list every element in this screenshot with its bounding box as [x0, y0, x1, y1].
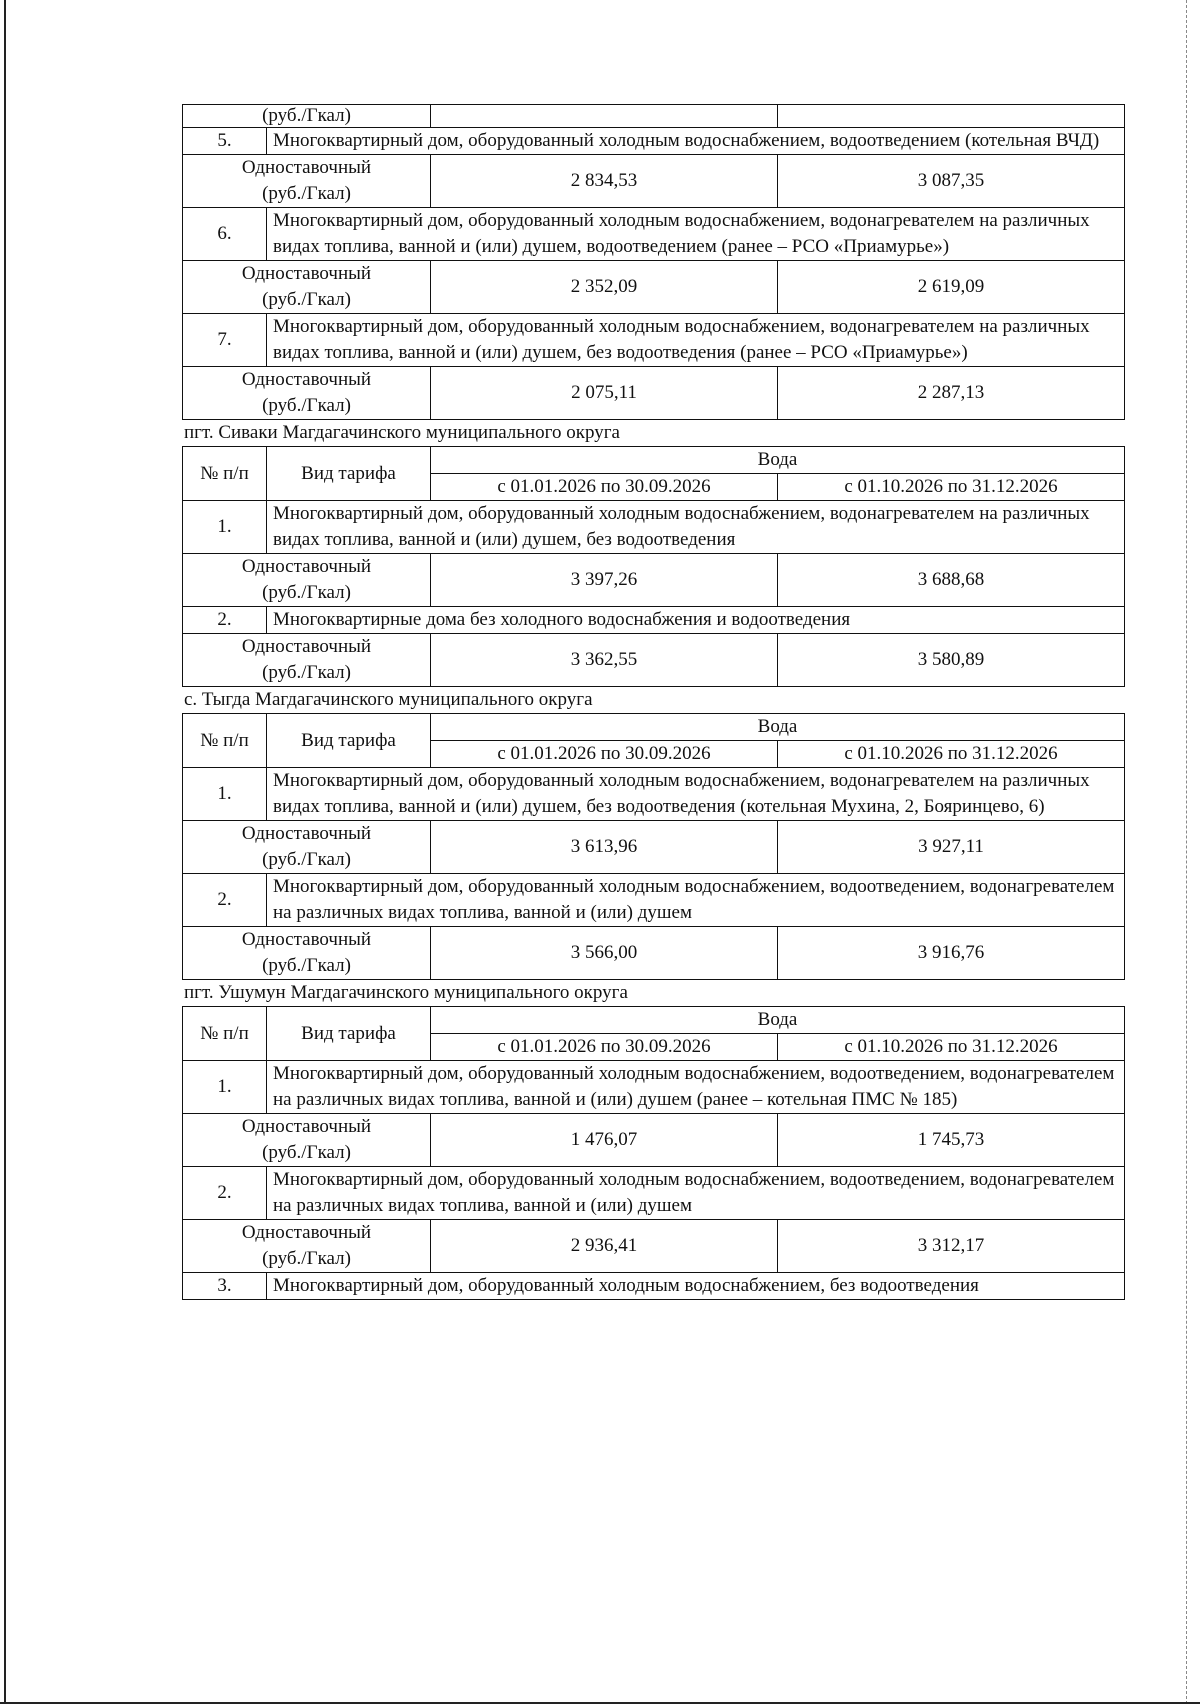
row-description: Многоквартирный дом, оборудованный холодным водоснабжением, водоотведением, водонагревателем на различных видах топлива, ванной и (или) душем (ранее – котельная ПМС № 185) [267, 1061, 1125, 1114]
rate-type-cell [183, 1220, 431, 1273]
row-number: 1. [183, 1061, 267, 1114]
table-row [183, 367, 1125, 420]
row-description: Многоквартирный дом, оборудованный холодным водоснабжением, водоотведением, водонагревателем на различных видах топлива, ванной и (или) душем [267, 874, 1125, 927]
rate-type: Одноставочный [241, 157, 372, 178]
header-row [183, 1007, 1125, 1034]
header-period1: с 01.01.2026 по 30.09.2026 [431, 474, 778, 501]
table-row [183, 1220, 1125, 1273]
table-row [183, 821, 1125, 874]
row-description: Многоквартирный дом, оборудованный холодным водоснабжением, водоотведением, водонагревателем на различных видах топлива, ванной и (или) душем [267, 1167, 1125, 1220]
row-number: 2. [183, 874, 267, 927]
table-row [183, 1167, 1125, 1220]
rate-type-cell [183, 367, 431, 420]
section-title: пгт. Сиваки Магдагачинского муниципального округа [184, 422, 620, 443]
table-row [183, 1114, 1125, 1167]
rate-unit: (руб./Гкал) [262, 955, 351, 976]
header-period2: с 01.10.2026 по 31.12.2026 [778, 474, 1125, 501]
table-row [183, 261, 1125, 314]
rate-type-cell [183, 554, 431, 607]
value-period1: 2 075,11 [431, 367, 778, 420]
table-row [183, 554, 1125, 607]
table-row [183, 607, 1125, 634]
value-period2: 1 745,73 [778, 1114, 1125, 1167]
rate-type: Одноставочный [241, 636, 372, 657]
value-period2: 3 087,35 [778, 155, 1125, 208]
header-type: Вид тарифа [267, 447, 431, 501]
row-number: 6. [183, 208, 267, 261]
table-row [183, 927, 1125, 980]
rate-unit: (руб./Гкал) [262, 662, 351, 683]
rate-type-cell [183, 155, 431, 208]
row-description: Многоквартирный дом, оборудованный холодным водоснабжением, без водоотведения [267, 1273, 1125, 1300]
value-period1: 1 476,07 [431, 1114, 778, 1167]
value-period2: 3 927,11 [778, 821, 1125, 874]
value-period2: 3 580,89 [778, 634, 1125, 687]
tariff-table-ushumun [182, 1006, 1125, 1300]
scan-border-right [1186, 0, 1188, 1704]
rate-unit: (руб./Гкал) [262, 1248, 351, 1269]
tariff-table-continued [182, 104, 1125, 420]
value-period1: 3 397,26 [431, 554, 778, 607]
row-description: Многоквартирный дом, оборудованный холодным водоснабжением, водонагревателем на различных видах топлива, ванной и (или) душем, без водоотведения (котельная Мухина, 2, Бояринцево, 6) [267, 768, 1125, 821]
table-row [183, 1061, 1125, 1114]
rate-type-cell [183, 634, 431, 687]
rate-type: Одноставочный [241, 263, 372, 284]
rate-unit: (руб./Гкал) [262, 582, 351, 603]
header-group: Вода [431, 714, 1125, 741]
table-row [183, 768, 1125, 821]
rate-unit: (руб./Гкал) [262, 395, 351, 416]
header-group: Вода [431, 1007, 1125, 1034]
row-description: Многоквартирный дом, оборудованный холодным водоснабжением, водонагревателем на различных видах топлива, ванной и (или) душем, без водоотведения [267, 501, 1125, 554]
row-number: 2. [183, 1167, 267, 1220]
value-period1: 3 613,96 [431, 821, 778, 874]
rate-type-cell [183, 927, 431, 980]
rate-type: Одноставочный [241, 369, 372, 390]
header-row [183, 447, 1125, 474]
rate-unit: (руб./Гкал) [262, 1142, 351, 1163]
table-row [183, 105, 1125, 128]
section-title: с. Тыгда Магдагачинского муниципального округа [184, 689, 593, 710]
table-row [183, 1273, 1125, 1300]
table-row [183, 208, 1125, 261]
value-period2: 3 688,68 [778, 554, 1125, 607]
value-period2: 2 287,13 [778, 367, 1125, 420]
header-type: Вид тарифа [267, 1007, 431, 1061]
rate-unit: (руб./Гкал) [262, 289, 351, 310]
section-title: пгт. Ушумун Магдагачинского муниципального округа [184, 982, 628, 1003]
row-description: Многоквартирный дом, оборудованный холодным водоснабжением, водоотведением (котельная ВЧД) [267, 128, 1125, 155]
rate-unit: (руб./Гкал) [262, 849, 351, 870]
row-number: 1. [183, 768, 267, 821]
rate-unit: (руб./Гкал) [262, 183, 351, 204]
table-row [183, 155, 1125, 208]
rate-type: Одноставочный [241, 929, 372, 950]
table-row [183, 874, 1125, 927]
rate-type-cell [183, 1114, 431, 1167]
header-type: Вид тарифа [267, 714, 431, 768]
value-period1: 3 566,00 [431, 927, 778, 980]
row-description: Многоквартирный дом, оборудованный холодным водоснабжением, водонагревателем на различных видах топлива, ванной и (или) душем, водоотведением (ранее – РСО «Приамурье») [267, 208, 1125, 261]
header-period2: с 01.10.2026 по 31.12.2026 [778, 1034, 1125, 1061]
table-row [183, 314, 1125, 367]
row-number: 2. [183, 607, 267, 634]
tariff-table-tygda [182, 713, 1125, 980]
table-row [183, 501, 1125, 554]
header-group: Вода [431, 447, 1125, 474]
row-number: 5. [183, 128, 267, 155]
value-period2: 3 916,76 [778, 927, 1125, 980]
row-description: Многоквартирный дом, оборудованный холодным водоснабжением, водонагревателем на различных видах топлива, ванной и (или) душем, без водоотведения (ранее – РСО «Приамурье») [267, 314, 1125, 367]
row-number: 3. [183, 1273, 267, 1300]
rate-unit-cell: (руб./Гкал) [183, 105, 431, 128]
rate-type: Одноставочный [241, 1222, 372, 1243]
document-page [182, 104, 1115, 1300]
rate-type: Одноставочный [241, 1116, 372, 1137]
value-period1: 2 352,09 [431, 261, 778, 314]
header-row [183, 714, 1125, 741]
value-period1: 2 936,41 [431, 1220, 778, 1273]
header-period1: с 01.01.2026 по 30.09.2026 [431, 1034, 778, 1061]
value-period2: 3 312,17 [778, 1220, 1125, 1273]
table-row [183, 634, 1125, 687]
header-num: № п/п [183, 1007, 267, 1061]
tariff-table-sivaki [182, 446, 1125, 687]
header-num: № п/п [183, 714, 267, 768]
table-row [183, 128, 1125, 155]
value-period2: 2 619,09 [778, 261, 1125, 314]
rate-type-cell [183, 821, 431, 874]
header-period2: с 01.10.2026 по 31.12.2026 [778, 741, 1125, 768]
value-cell [778, 105, 1125, 128]
value-period1: 3 362,55 [431, 634, 778, 687]
header-period1: с 01.01.2026 по 30.09.2026 [431, 741, 778, 768]
rate-type-cell [183, 261, 431, 314]
row-description: Многоквартирные дома без холодного водоснабжения и водоотведения [267, 607, 1125, 634]
scan-border-left [4, 0, 6, 1704]
value-period1: 2 834,53 [431, 155, 778, 208]
header-num: № п/п [183, 447, 267, 501]
row-number: 7. [183, 314, 267, 367]
rate-type: Одноставочный [241, 556, 372, 577]
value-cell [431, 105, 778, 128]
rate-type: Одноставочный [241, 823, 372, 844]
row-number: 1. [183, 501, 267, 554]
